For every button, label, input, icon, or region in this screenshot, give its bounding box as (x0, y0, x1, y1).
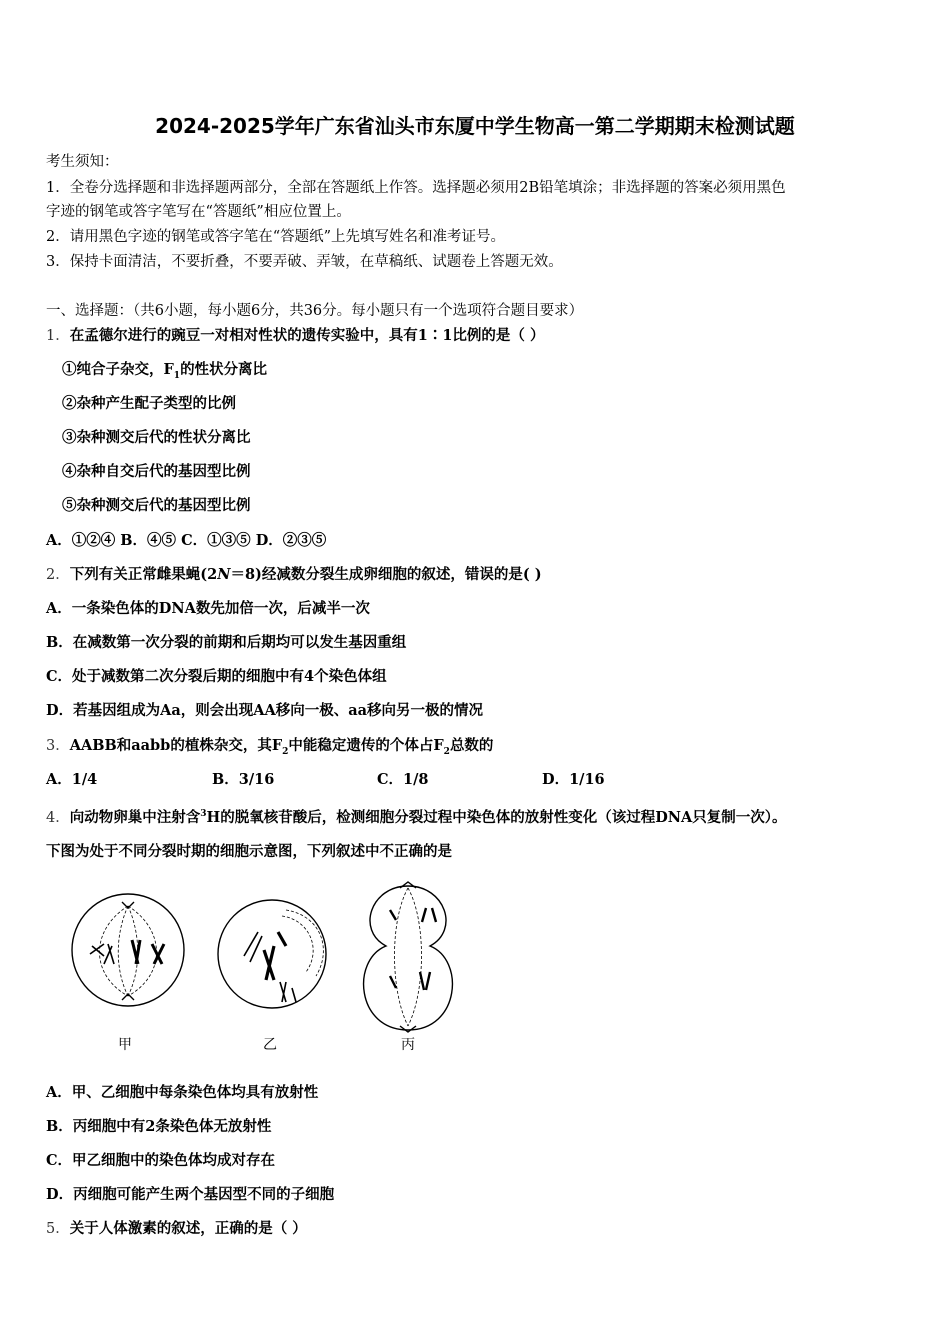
chromosome (390, 908, 436, 922)
centrosome (122, 994, 134, 1000)
q1-item: ⑤杂种测交后代的基因型比例 (62, 497, 251, 514)
question-text: 总数的 (449, 737, 494, 754)
subscript: 2 (282, 746, 289, 757)
q3-option-c: C．1/8 (377, 771, 429, 788)
question-number: 4． (46, 809, 70, 826)
italic-symbol: N (217, 566, 231, 583)
question-text: AABB和aabb的植株杂交，其F (69, 737, 283, 754)
chromosome (90, 944, 114, 964)
centrosome (122, 902, 134, 908)
question-text: 向动物卵巢中注射含 (69, 808, 201, 826)
figure-label-yi: 乙 (263, 1037, 277, 1053)
question-text: 关于人体激素的叙述，正确的是（ ） (69, 1220, 307, 1237)
q4-option-c: C．甲乙细胞中的染色体均成对存在 (46, 1152, 276, 1169)
q4-option-b: B．丙细胞中有2条染色体无放射性 (46, 1118, 272, 1135)
figure-label-bing: 丙 (401, 1037, 415, 1053)
spindle-fiber (286, 910, 323, 976)
superscript: 3 (200, 809, 207, 819)
q4-option-d: D．丙细胞可能产生两个基因型不同的子细胞 (46, 1186, 335, 1203)
subscript: 1 (173, 370, 181, 381)
question-number: 5． (46, 1221, 70, 1237)
notice-heading: 考生须知： (46, 154, 119, 170)
q2-option-a: A．一条染色体的DNA数先加倍一次，后减半一次 (46, 600, 370, 617)
question-text: 下列有关正常雌果蝇(2 (69, 566, 218, 583)
question-number: 3． (46, 738, 70, 754)
chromosome (264, 932, 286, 980)
q3-option-d: D．1/16 (542, 771, 605, 788)
chromosome (280, 982, 296, 1002)
notice-item: 2．请用黑色字迹的钢笔或答字笔在“答题纸”上先填写姓名和准考证号。 (46, 229, 506, 245)
spindle-fiber (408, 888, 422, 1026)
centrosome (400, 1026, 416, 1032)
question-4-stem (46, 804, 787, 828)
chromosome (132, 940, 164, 964)
question-text: H的脱氧核苷酸后，检测细胞分裂过程中染色体的放射性变化（该过程DNA只复制一次）。 (206, 808, 787, 826)
question-3-stem (46, 736, 493, 762)
spindle-fiber (100, 906, 129, 996)
cell-division-figure (60, 880, 480, 1060)
subscript: 2 (443, 746, 450, 757)
question-number: 2． (46, 567, 70, 583)
q1-options: A．①②④ B．④⑤ C．①③⑤ D．②③⑤ (46, 532, 327, 549)
q2-option-d: D．若基因组成为Aa，则会出现AA移向一极、aa移向另一极的情况 (46, 702, 484, 719)
page-title: 2024-2025学年广东省汕头市东厦中学生物高一第二学期期末检测试题 (155, 114, 795, 138)
q3-option-a: A．1/4 (46, 771, 98, 788)
question-4-stem-2: 下图为处于不同分裂时期的细胞示意图，下列叙述中不正确的是 (46, 843, 452, 860)
spindle-fiber (128, 906, 157, 996)
notice-item: 1．全卷分选择题和非选择题两部分，全部在答题纸上作答。选择题必须用2B铅笔填涂；非选择题的答案必须用黑色 (46, 180, 786, 196)
q2-option-b: B．在减数第一次分裂的前期和后期均可以发生基因重组 (46, 634, 407, 651)
chromosome (244, 932, 262, 962)
question-text: ＝8)经减数分裂生成卵细胞的叙述，错误的是( ) (230, 566, 542, 583)
section-heading: 一、选择题：（共6小题，每小题6分，共36分。每小题只有一个选项符合题目要求） (46, 303, 584, 319)
cell-bing-membrane (364, 886, 453, 1030)
q3-option-b: B．3/16 (212, 771, 275, 788)
question-5-stem (46, 1219, 307, 1239)
q4-option-a: A．甲、乙细胞中每条染色体均具有放射性 (46, 1084, 319, 1101)
question-number: 1． (46, 328, 70, 344)
notice-item: 字迹的钢笔或答字笔写在“答题纸”相应位置上。 (46, 204, 351, 220)
notice-item: 3．保持卡面清洁，不要折叠，不要弄破、弄皱，在草稿纸、试题卷上答题无效。 (46, 254, 563, 270)
q1-item (62, 360, 267, 386)
question-1-stem (46, 326, 544, 346)
figure-label-jia: 甲 (118, 1037, 132, 1053)
spindle-fiber (118, 906, 128, 996)
q1-item: ②杂种产生配子类型的比例 (62, 395, 236, 412)
cell-jia-membrane (72, 894, 184, 1006)
q2-option-c: C．处于减数第二次分裂后期的细胞中有4个染色体组 (46, 668, 387, 685)
question-text: 中能稳定遗传的个体占F (288, 737, 444, 754)
q1-item: ③杂种测交后代的性状分离比 (62, 429, 251, 446)
chromosome (390, 972, 430, 990)
item-text: 的性状分离比 (180, 361, 268, 378)
q1-item: ④杂种自交后代的基因型比例 (62, 463, 251, 480)
question-2-stem (46, 565, 542, 585)
spindle-fiber (395, 888, 409, 1026)
centrosome (400, 882, 416, 888)
question-text: 在孟德尔进行的豌豆一对相对性状的遗传实验中，具有1∶1比例的是（ ） (69, 327, 545, 344)
item-text: ①纯合子杂交，F (62, 361, 174, 378)
